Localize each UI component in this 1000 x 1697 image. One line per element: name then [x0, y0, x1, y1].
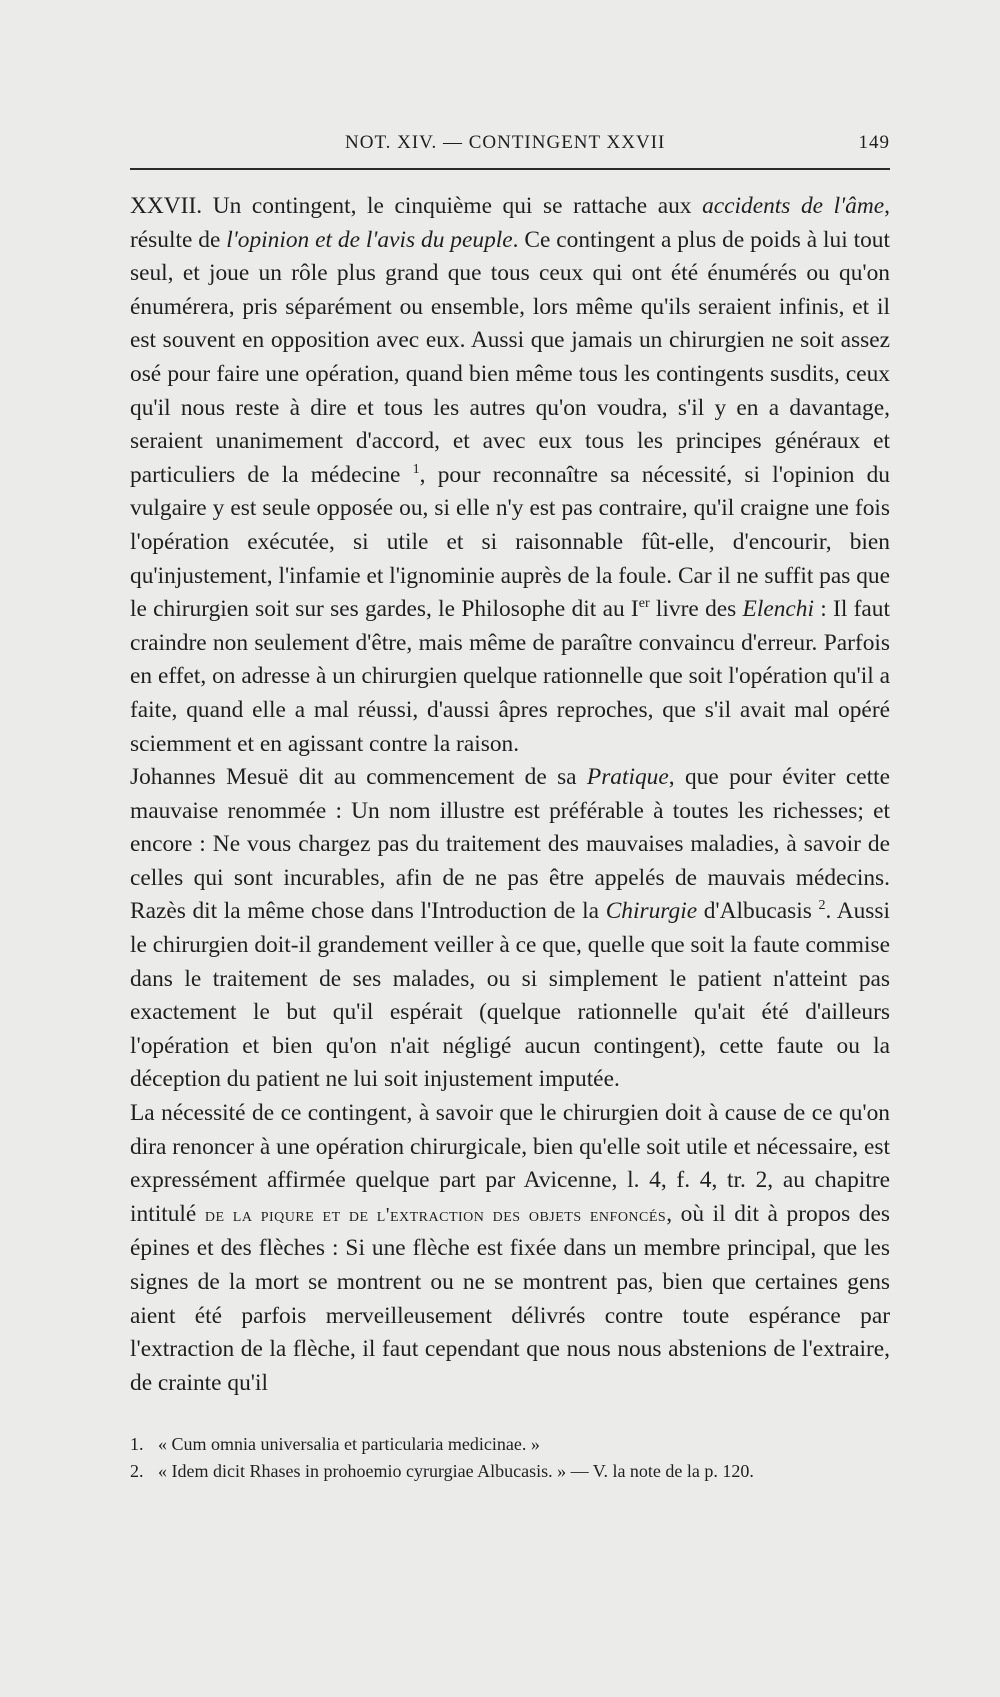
main-text — [130, 190, 890, 1400]
running-title: NOT. XIV. — CONTINGENT XXVII — [345, 132, 666, 153]
emphasis: l'opinion et de l'avis du peuple — [226, 226, 513, 253]
footnote-1: 1. « Cum omnia universalia et particularia medicinae. » — [130, 1434, 540, 1454]
footnote-ref-1: 1 — [412, 461, 420, 477]
footnote-2: 2. « Idem dicit Rhases in prohoemio cyrurgiae Albucasis. » — V. la note de la p. 120. — [130, 1461, 754, 1481]
paragraph-3: La nécessité de ce contingent, à savoir que le chirurgien doit à cause de ce qu'on dira renoncer à une opération chirurgicale, bien qu'elle soit utile et nécessaire, est expressément affirmée quelque part par Avicenne, l. 4, f. 4, tr. 2, au chapitre intitulé de la piqure et de l'extraction des objets enfoncés, où il dit à propos des épines et des flèches : Si une flèche est fixée dans un membre principal, que les signes de la mort se montrent ou ne se montrent pas, bien que certaines gens aient été parfois merveilleusement délivrés contre toute espérance par l'extraction de la flèche, il faut cependant que nous nous abstenions de l'extraire, de crainte qu'il — [130, 1100, 890, 1396]
emphasis: Pratique — [586, 764, 669, 791]
header-rule — [130, 168, 890, 170]
paragraph-1: XXVII. Un contingent, le cinquième qui se rattache aux accidents de l'âme, résulte de l'opinion et de l'avis du peuple. Ce contingent a plus de poids à lui tout seul, et joue un rôle plus grand que tous ceux qui ont été énumérés ou qu'on énumérera, pris séparément ou ensemble, lors même qu'ils seraient infinis, et il est souvent en opposition avec eux. Aussi que jamais un chirurgien ne soit assez osé pour faire une opération, quand bien même tous les contingents susdits, ceux qu'il nous reste à dire et tous les autres qu'on voudra, s'il y en a davantage, seraient unanimement d'accord, et avec eux tous les principes généraux et particuliers de la médecine $^1$, pour reconnaître sa nécessité, si l'opinion du vulgaire y est seule opposée ou, si elle n'y est pas contraire, qu'il craigne une fois l'opération exécutée, si utile et si raisonnable fût-elle, d'encourir, bien qu'injustement, l'infamie et l'ignominie auprès de la foule. Car il ne suffit pas que le chirurgien soit sur ses gardes, le Philosophe dit au Ier livre des Elenchi : Il faut craindre non seulement d'être, mais même de paraître convaincu d'erreur. Parfois en effet, on adresse à un chirurgien quelque rationnelle que soit l'opération qu'il a faite, quand elle a mal réussi, d'aussi âpres reproches, que s'il avait mal opéré sciemment et en agissant contre la raison. — [130, 193, 890, 757]
emphasis: Elenchi — [742, 596, 814, 623]
footnote-ref-2: 2 — [818, 898, 826, 914]
ordinal-sup: er — [638, 596, 650, 612]
emphasis: accidents de l'âme — [702, 193, 885, 219]
emphasis: Chirurgie — [605, 898, 698, 925]
chapter-title-smallcaps: de la piqure et de l'extraction des objets enfoncés — [204, 1203, 667, 1226]
running-header — [130, 128, 890, 158]
page-number: 149 — [858, 132, 890, 153]
footnotes — [130, 1432, 890, 1486]
paragraph-2: Johannes Mesuë dit au commencement de sa Pratique, que pour éviter cette mauvaise renommée : Un nom illustre est préférable à toutes les richesses; et encore : Ne vous chargez pas du traitement des mauvaises maladies, à savoir de celles qui sont incurables, afin de ne pas être appelés de mauvais médecins. Razès dit la même chose dans l'Introduction de la Chirurgie d'Albucasis $^2$. Aussi le chirurgien doit-il grandement veiller à ce que, quelle que soit la faute commise dans le traitement de ses malades, ou si simplement le patient n'atteint pas exactement le but qu'il espérait (quelque rationnelle qu'ait été d'ailleurs l'opération et bien qu'on n'ait négligé aucun contingent), cette faute ou la déception du patient ne lui soit injustement imputée. — [130, 764, 891, 1093]
